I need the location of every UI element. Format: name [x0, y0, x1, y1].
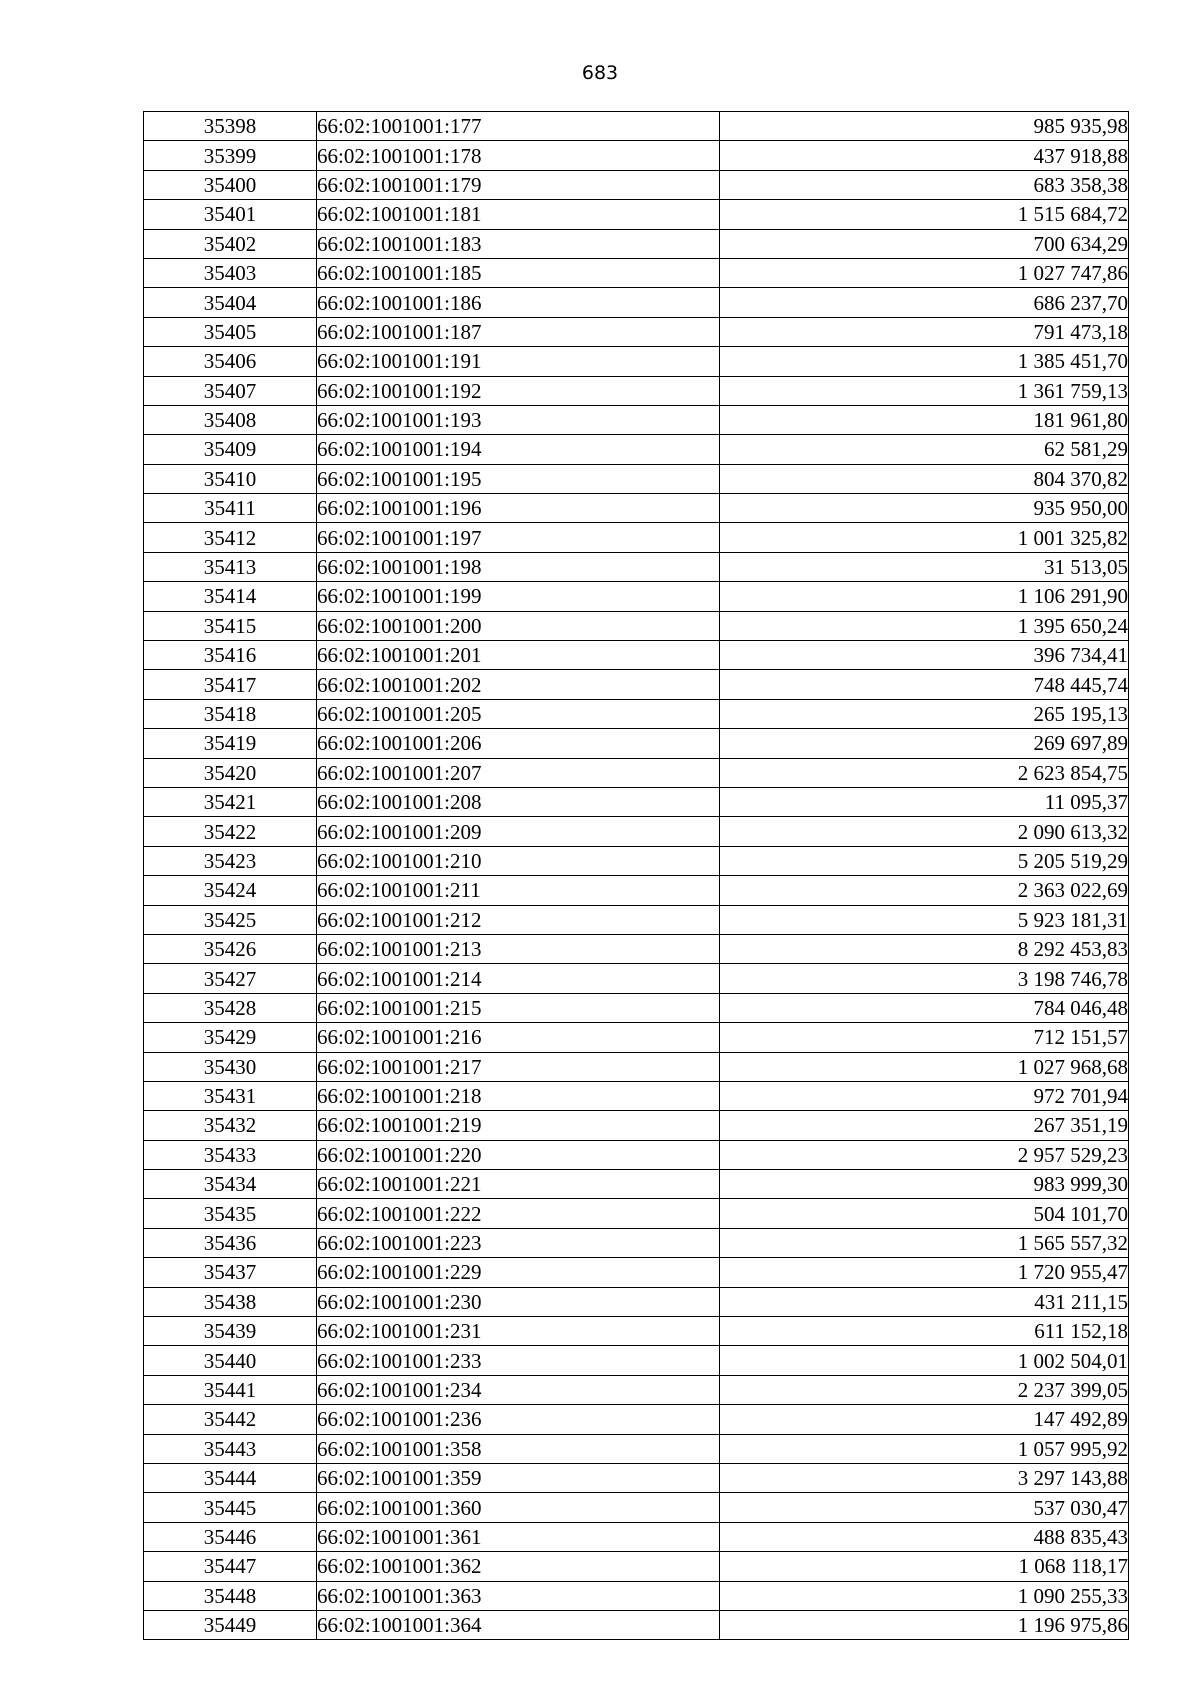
table-row: [144, 1287, 1129, 1316]
cadastral-value: 2 957 529,23: [720, 1140, 1129, 1169]
row-number: 35434: [144, 1170, 317, 1199]
table-row: [144, 699, 1129, 728]
cadastral-number: 66:02:1001001:223: [317, 1228, 720, 1257]
row-number: 35408: [144, 405, 317, 434]
cadastral-value: 2 623 854,75: [720, 758, 1129, 787]
cadastral-value: 791 473,18: [720, 317, 1129, 346]
table-row: [144, 641, 1129, 670]
cadastral-value: 62 581,29: [720, 435, 1129, 464]
cadastral-number: 66:02:1001001:186: [317, 288, 720, 317]
cadastral-number: 66:02:1001001:364: [317, 1610, 720, 1639]
row-number: 35433: [144, 1140, 317, 1169]
table-row: [144, 1228, 1129, 1257]
row-number: 35407: [144, 376, 317, 405]
cadastral-value: 983 999,30: [720, 1170, 1129, 1199]
cadastral-number: 66:02:1001001:219: [317, 1111, 720, 1140]
table-row: [144, 1493, 1129, 1522]
row-number: 35402: [144, 229, 317, 258]
cadastral-number: 66:02:1001001:361: [317, 1522, 720, 1551]
cadastral-value-table: [143, 111, 1129, 1640]
table-row: [144, 1552, 1129, 1581]
row-number: 35447: [144, 1552, 317, 1581]
table-row: [144, 347, 1129, 376]
cadastral-value: 431 211,15: [720, 1287, 1129, 1316]
cadastral-value: 804 370,82: [720, 464, 1129, 493]
table-row: [144, 435, 1129, 464]
table-row: [144, 376, 1129, 405]
table-row: [144, 229, 1129, 258]
row-number: 35430: [144, 1052, 317, 1081]
page-number: 683: [581, 62, 619, 84]
row-number: 35415: [144, 611, 317, 640]
table-row: [144, 552, 1129, 581]
cadastral-value: 611 152,18: [720, 1317, 1129, 1346]
cadastral-value: 2 237 399,05: [720, 1375, 1129, 1404]
row-number: 35398: [144, 112, 317, 141]
table-row: [144, 876, 1129, 905]
row-number: 35417: [144, 670, 317, 699]
table-row: [144, 1111, 1129, 1140]
cadastral-number: 66:02:1001001:187: [317, 317, 720, 346]
cadastral-value: 683 358,38: [720, 170, 1129, 199]
table-row: [144, 523, 1129, 552]
row-number: 35400: [144, 170, 317, 199]
cadastral-number: 66:02:1001001:212: [317, 905, 720, 934]
cadastral-value: 3 198 746,78: [720, 964, 1129, 993]
table-row: [144, 1170, 1129, 1199]
cadastral-number: 66:02:1001001:181: [317, 200, 720, 229]
cadastral-value: 8 292 453,83: [720, 934, 1129, 963]
cadastral-value: 488 835,43: [720, 1522, 1129, 1551]
table-row: [144, 817, 1129, 846]
row-number: 35426: [144, 934, 317, 963]
cadastral-value: 686 237,70: [720, 288, 1129, 317]
cadastral-value: 1 068 118,17: [720, 1552, 1129, 1581]
cadastral-value: 1 027 968,68: [720, 1052, 1129, 1081]
row-number: 35439: [144, 1317, 317, 1346]
row-number: 35420: [144, 758, 317, 787]
cadastral-number: 66:02:1001001:213: [317, 934, 720, 963]
cadastral-number: 66:02:1001001:195: [317, 464, 720, 493]
table-row: [144, 1434, 1129, 1463]
cadastral-number: 66:02:1001001:231: [317, 1317, 720, 1346]
row-number: 35416: [144, 641, 317, 670]
row-number: 35401: [144, 200, 317, 229]
cadastral-value: 985 935,98: [720, 112, 1129, 141]
cadastral-number: 66:02:1001001:202: [317, 670, 720, 699]
cadastral-value: 181 961,80: [720, 405, 1129, 434]
cadastral-value: 537 030,47: [720, 1493, 1129, 1522]
cadastral-value: 265 195,13: [720, 699, 1129, 728]
cadastral-number: 66:02:1001001:185: [317, 258, 720, 287]
cadastral-value: 396 734,41: [720, 641, 1129, 670]
table-row: [144, 1199, 1129, 1228]
table-row: [144, 1081, 1129, 1110]
cadastral-value: 31 513,05: [720, 552, 1129, 581]
row-number: 35422: [144, 817, 317, 846]
cadastral-number: 66:02:1001001:198: [317, 552, 720, 581]
cadastral-value: 1 106 291,90: [720, 582, 1129, 611]
table-row: [144, 1346, 1129, 1375]
table-row: [144, 170, 1129, 199]
table-row: [144, 964, 1129, 993]
cadastral-value: 1 565 557,32: [720, 1228, 1129, 1257]
table-row: [144, 1023, 1129, 1052]
cadastral-value: 5 923 181,31: [720, 905, 1129, 934]
table-row: [144, 141, 1129, 170]
row-number: 35411: [144, 494, 317, 523]
cadastral-number: 66:02:1001001:233: [317, 1346, 720, 1375]
cadastral-number: 66:02:1001001:179: [317, 170, 720, 199]
row-number: 35436: [144, 1228, 317, 1257]
cadastral-value: 1 090 255,33: [720, 1581, 1129, 1610]
cadastral-number: 66:02:1001001:210: [317, 846, 720, 875]
row-number: 35446: [144, 1522, 317, 1551]
cadastral-value: 267 351,19: [720, 1111, 1129, 1140]
cadastral-value: 5 205 519,29: [720, 846, 1129, 875]
cadastral-value: 1 002 504,01: [720, 1346, 1129, 1375]
table-row: [144, 1610, 1129, 1639]
table-row: [144, 1522, 1129, 1551]
cadastral-number: 66:02:1001001:230: [317, 1287, 720, 1316]
row-number: 35413: [144, 552, 317, 581]
row-number: 35412: [144, 523, 317, 552]
row-number: 35423: [144, 846, 317, 875]
cadastral-number: 66:02:1001001:193: [317, 405, 720, 434]
row-number: 35424: [144, 876, 317, 905]
cadastral-number: 66:02:1001001:191: [317, 347, 720, 376]
table-row: [144, 200, 1129, 229]
row-number: 35442: [144, 1405, 317, 1434]
cadastral-number: 66:02:1001001:362: [317, 1552, 720, 1581]
cadastral-value: 504 101,70: [720, 1199, 1129, 1228]
table-row: [144, 846, 1129, 875]
cadastral-value: 1 385 451,70: [720, 347, 1129, 376]
cadastral-number: 66:02:1001001:196: [317, 494, 720, 523]
table-row: [144, 464, 1129, 493]
cadastral-value: 712 151,57: [720, 1023, 1129, 1052]
cadastral-value: 1 057 995,92: [720, 1434, 1129, 1463]
cadastral-number: 66:02:1001001:205: [317, 699, 720, 728]
cadastral-value: 1 395 650,24: [720, 611, 1129, 640]
cadastral-value: 1 027 747,86: [720, 258, 1129, 287]
cadastral-number: 66:02:1001001:192: [317, 376, 720, 405]
cadastral-value: 935 950,00: [720, 494, 1129, 523]
cadastral-number: 66:02:1001001:359: [317, 1463, 720, 1492]
cadastral-number: 66:02:1001001:214: [317, 964, 720, 993]
cadastral-value: 11 095,37: [720, 787, 1129, 816]
cadastral-number: 66:02:1001001:229: [317, 1258, 720, 1287]
cadastral-number: 66:02:1001001:178: [317, 141, 720, 170]
table-row: [144, 758, 1129, 787]
row-number: 35444: [144, 1463, 317, 1492]
table-row: [144, 611, 1129, 640]
row-number: 35445: [144, 1493, 317, 1522]
table-row: [144, 934, 1129, 963]
table-row: [144, 905, 1129, 934]
cadastral-value: 1 720 955,47: [720, 1258, 1129, 1287]
row-number: 35421: [144, 787, 317, 816]
cadastral-value: 972 701,94: [720, 1081, 1129, 1110]
table-row: [144, 317, 1129, 346]
table-body: [144, 112, 1129, 1640]
table-row: [144, 288, 1129, 317]
cadastral-number: 66:02:1001001:183: [317, 229, 720, 258]
row-number: 35432: [144, 1111, 317, 1140]
cadastral-number: 66:02:1001001:217: [317, 1052, 720, 1081]
cadastral-number: 66:02:1001001:218: [317, 1081, 720, 1110]
cadastral-value: 748 445,74: [720, 670, 1129, 699]
cadastral-value: 1 515 684,72: [720, 200, 1129, 229]
cadastral-number: 66:02:1001001:222: [317, 1199, 720, 1228]
row-number: 35441: [144, 1375, 317, 1404]
table-row: [144, 670, 1129, 699]
cadastral-number: 66:02:1001001:363: [317, 1581, 720, 1610]
table-row: [144, 258, 1129, 287]
table-row: [144, 1463, 1129, 1492]
table-row: [144, 1375, 1129, 1404]
cadastral-number: 66:02:1001001:220: [317, 1140, 720, 1169]
row-number: 35428: [144, 993, 317, 1022]
row-number: 35419: [144, 729, 317, 758]
table-row: [144, 582, 1129, 611]
row-number: 35448: [144, 1581, 317, 1610]
row-number: 35399: [144, 141, 317, 170]
cadastral-number: 66:02:1001001:177: [317, 112, 720, 141]
cadastral-number: 66:02:1001001:201: [317, 641, 720, 670]
table-row: [144, 1140, 1129, 1169]
table-row: [144, 787, 1129, 816]
row-number: 35406: [144, 347, 317, 376]
table-row: [144, 405, 1129, 434]
row-number: 35437: [144, 1258, 317, 1287]
row-number: 35438: [144, 1287, 317, 1316]
cadastral-value: 1 361 759,13: [720, 376, 1129, 405]
cadastral-number: 66:02:1001001:199: [317, 582, 720, 611]
row-number: 35404: [144, 288, 317, 317]
cadastral-value: 2 090 613,32: [720, 817, 1129, 846]
cadastral-number: 66:02:1001001:216: [317, 1023, 720, 1052]
cadastral-value: 147 492,89: [720, 1405, 1129, 1434]
table-row: [144, 1052, 1129, 1081]
cadastral-number: 66:02:1001001:360: [317, 1493, 720, 1522]
cadastral-number: 66:02:1001001:209: [317, 817, 720, 846]
cadastral-number: 66:02:1001001:358: [317, 1434, 720, 1463]
cadastral-value: 700 634,29: [720, 229, 1129, 258]
table-row: [144, 1258, 1129, 1287]
cadastral-value: 1 196 975,86: [720, 1610, 1129, 1639]
table-row: [144, 993, 1129, 1022]
table-row: [144, 729, 1129, 758]
row-number: 35443: [144, 1434, 317, 1463]
row-number: 35449: [144, 1610, 317, 1639]
cadastral-value: 437 918,88: [720, 141, 1129, 170]
cadastral-value: 3 297 143,88: [720, 1463, 1129, 1492]
cadastral-number: 66:02:1001001:234: [317, 1375, 720, 1404]
cadastral-value: 269 697,89: [720, 729, 1129, 758]
cadastral-number: 66:02:1001001:208: [317, 787, 720, 816]
row-number: 35410: [144, 464, 317, 493]
cadastral-number: 66:02:1001001:200: [317, 611, 720, 640]
cadastral-number: 66:02:1001001:197: [317, 523, 720, 552]
cadastral-value: 2 363 022,69: [720, 876, 1129, 905]
cadastral-value: 784 046,48: [720, 993, 1129, 1022]
cadastral-value: 1 001 325,82: [720, 523, 1129, 552]
row-number: 35440: [144, 1346, 317, 1375]
row-number: 35405: [144, 317, 317, 346]
table-row: [144, 1317, 1129, 1346]
table-row: [144, 1405, 1129, 1434]
row-number: 35409: [144, 435, 317, 464]
row-number: 35403: [144, 258, 317, 287]
row-number: 35431: [144, 1081, 317, 1110]
row-number: 35425: [144, 905, 317, 934]
cadastral-number: 66:02:1001001:221: [317, 1170, 720, 1199]
cadastral-number: 66:02:1001001:215: [317, 993, 720, 1022]
cadastral-number: 66:02:1001001:211: [317, 876, 720, 905]
row-number: 35435: [144, 1199, 317, 1228]
table-row: [144, 112, 1129, 141]
cadastral-number: 66:02:1001001:206: [317, 729, 720, 758]
row-number: 35418: [144, 699, 317, 728]
row-number: 35429: [144, 1023, 317, 1052]
cadastral-number: 66:02:1001001:207: [317, 758, 720, 787]
cadastral-number: 66:02:1001001:236: [317, 1405, 720, 1434]
row-number: 35427: [144, 964, 317, 993]
table-row: [144, 1581, 1129, 1610]
cadastral-number: 66:02:1001001:194: [317, 435, 720, 464]
row-number: 35414: [144, 582, 317, 611]
table-row: [144, 494, 1129, 523]
